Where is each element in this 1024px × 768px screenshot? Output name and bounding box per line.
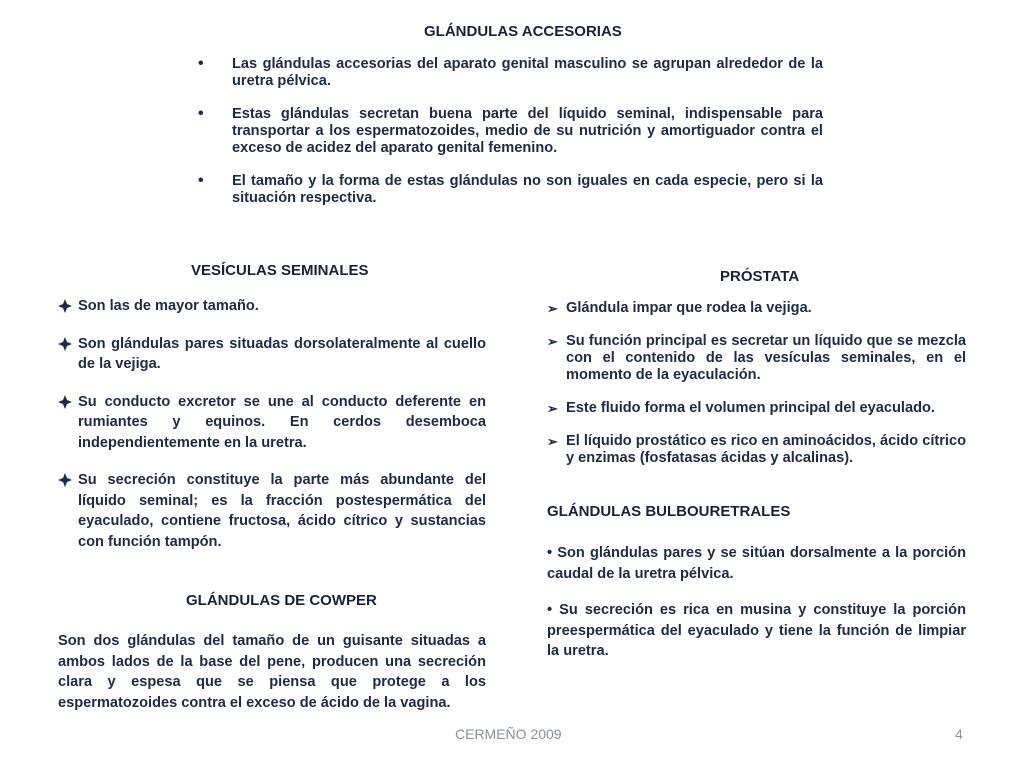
diamond-bullet-icon (58, 337, 72, 351)
bullet-icon: • (198, 55, 204, 72)
prostata-list (547, 300, 966, 483)
arrow-bullet-icon: ➢ (547, 401, 558, 416)
list-item: Son las de mayor tamaño. (58, 296, 486, 317)
diamond-bullet-icon (58, 473, 72, 487)
arrow-bullet-icon: ➢ (547, 301, 558, 316)
list-item: ➢ Glándula impar que rodea la vejiga. (547, 300, 812, 316)
list-item: • El tamaño y la forma de estas glándulas no son iguales en cada especie, pero si la situación respectiva. (198, 172, 823, 206)
list-item: ➢ Su función principal es secretar un líquido que se mezcla con el contenido de las vesículas seminales, en el momento de la eyaculación. (547, 333, 966, 383)
bulbouretrales-title: GLÁNDULAS BULBOURETRALES (547, 503, 791, 520)
list-item: Su secreción constituye la parte más abundante del líquido seminal; es la fracción postespermática del eyaculado, contiene fructosa, ácido cítrico y sustancias con función tampón. (58, 470, 486, 552)
list-item: • Son glándulas pares y se sitúan dorsalmente a la porción caudal de la uretra pélvica. (547, 545, 966, 582)
list-item: Su conducto excretor se une al conducto deferente en rumiantes y equinos. En cerdos desemboca independientemente en la uretra. (58, 392, 486, 454)
list-item: • Estas glándulas secretan buena parte del líquido seminal, indispensable para transportar a los espermatozoides, medio de su nutrición y amortiguador contra el exceso de acidez del aparato genital femenino. (198, 105, 823, 156)
list-item: • Las glándulas accesorias del aparato genital masculino se agrupan alrededor de la uretra pélvica. (198, 55, 823, 89)
page-number: 4 (955, 726, 963, 742)
arrow-bullet-icon: ➢ (547, 334, 558, 349)
cowper-title: GLÁNDULAS DE COWPER (186, 592, 377, 609)
list-item: Son glándulas pares situadas dorsolateralmente al cuello de la vejiga. (58, 334, 486, 375)
page-title: GLÁNDULAS ACCESORIAS (424, 23, 622, 40)
bullet-icon: • (198, 172, 204, 189)
vesiculas-title: VESÍCULAS SEMINALES (191, 262, 369, 279)
list-item: ➢ El líquido prostático es rico en aminoácidos, ácido cítrico y enzimas (fosfatasas ácidas y alcalinas). (547, 433, 966, 466)
diamond-bullet-icon (58, 299, 72, 313)
vesiculas-list (58, 296, 486, 569)
list-item: ➢ Este fluido forma el volumen principal del eyaculado. (547, 400, 935, 416)
bulbouretrales-list (547, 543, 966, 678)
footer-author: CERMEÑO 2009 (455, 726, 562, 742)
arrow-bullet-icon: ➢ (547, 434, 558, 449)
intro-bullet-list (195, 56, 823, 223)
cowper-paragraph: Son dos glándulas del tamaño de un guisante situadas a ambos lados de la base del pene, producen una secreción clara y espesa que se piensa que protege a los espermatozoides contra el exceso de ácido de la vagina. (58, 633, 486, 711)
bullet-icon: • (198, 105, 204, 122)
diamond-bullet-icon (58, 395, 72, 409)
prostata-title: PRÓSTATA (720, 268, 800, 285)
list-item: • Su secreción es rica en musina y constituye la porción preespermática del eyaculado y tiene la función de limpiar la uretra. (547, 602, 966, 659)
